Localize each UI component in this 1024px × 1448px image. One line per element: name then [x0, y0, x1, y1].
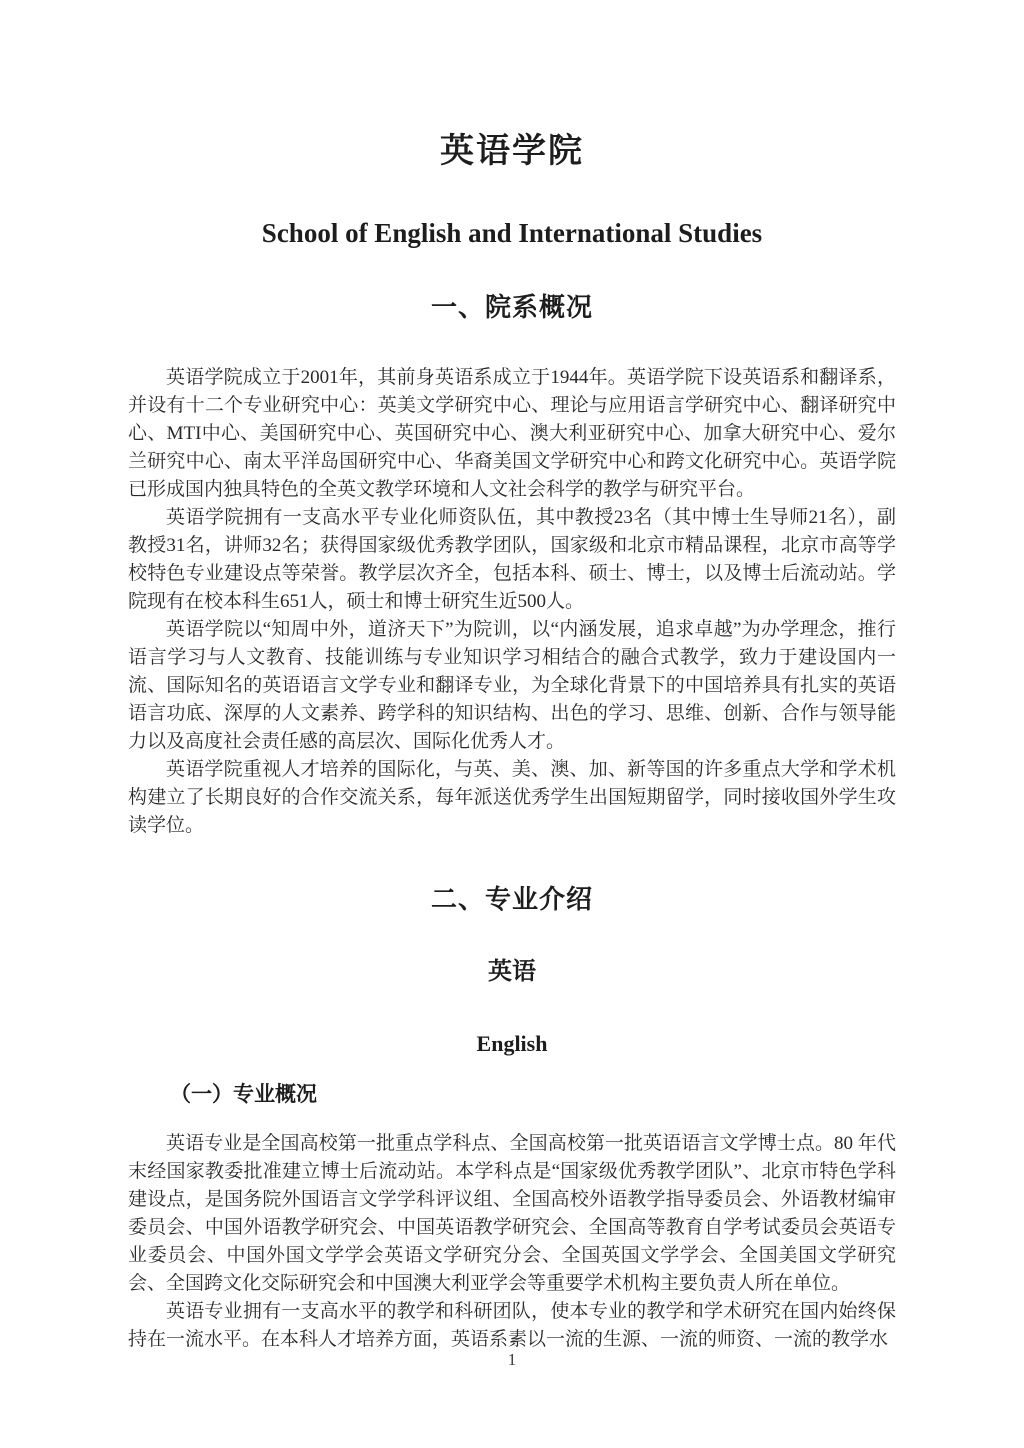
- page-number: 1: [507, 1350, 517, 1369]
- section-major-body: [128, 1130, 896, 1354]
- paragraph-internationalization: 英语学院重视人才培养的国际化，与英、美、澳、加、新等国的许多重点大学和学术机构建立了长期良好的合作交流关系，每年派送优秀学生出国短期留学，同时接收国外学生攻读学位。: [128, 759, 896, 836]
- section-heading-majors: 二、专业介绍: [430, 884, 593, 914]
- section-heading-overview: 一、院系概况: [430, 292, 593, 322]
- major-name-english: English: [476, 1031, 548, 1056]
- page-title-chinese: 英语学院: [440, 132, 584, 170]
- paragraph-major-team: 英语专业拥有一支高水平的教学和科研团队，使本专业的教学和学术研究在国内始终保持在一流水平。在本科人才培养方面，英语系素以一流的生源、一流的师资、一流的教学水: [128, 1301, 896, 1350]
- paragraph-history: 英语学院成立于2001年，其前身英语系成立于1944年。英语学院下设英语系和翻译系，并设有十二个专业研究中心：英美文学研究中心、理论与应用语言学研究中心、翻译研究中心、MTI中心、美国研究中心、英国研究中心、澳大利亚研究中心、加拿大研究中心、爱尔兰研究中心、南太平洋岛国研究中心、华裔美国文学研究中心和跨文化研究中心。英语学院已形成国内独具特色的全英文教学环境和人文社会科学的教学与研究平台。: [128, 367, 896, 500]
- page-title-english: School of English and International Studies: [261, 218, 763, 248]
- subsection-heading-major-overview: （一）专业概况: [170, 1083, 317, 1106]
- paragraph-faculty: 英语学院拥有一支高水平专业化师资队伍，其中教授23名（其中博士生导师21名），副教授31名，讲师32名；获得国家级优秀教学团队，国家级和北京市精品课程，北京市高等学校特色专业建设点等荣誉。教学层次齐全，包括本科、硕士、博士，以及博士后流动站。学院现有在校本科生651人，硕士和博士研究生近500人。: [128, 507, 896, 612]
- section-overview-body: [128, 364, 896, 840]
- major-name-chinese: 英语: [488, 958, 536, 985]
- paragraph-motto: 英语学院以“知周中外，道济天下”为院训，以“内涵发展，追求卓越”为办学理念，推行语言学习与人文教育、技能训练与专业知识学习相结合的融合式教学，致力于建设国内一流、国际知名的英语语言文学专业和翻译专业，为全球化背景下的中国培养具有扎实的英语语言功底、深厚的人文素养、跨学科的知识结构、出色的学习、思维、创新、合作与领导能力以及高度社会责任感的高层次、国际化优秀人才。: [128, 619, 896, 752]
- paragraph-major-status: 英语专业是全国高校第一批重点学科点、全国高校第一批英语语言文学博士点。80 年代末经国家教委批准建立博士后流动站。本学科点是“国家级优秀教学团队”、北京市特色学科建设点，是国务院外国语言文学学科评议组、全国高校外语教学指导委员会、外语教材编审委员会、中国外语教学研究会、中国英语教学研究会、全国高等教育自学考试委员会英语专业委员会、中国外国文学学会英语文学研究分会、全国英国文学学会、全国美国文学研究会、全国跨文化交际研究会和中国澳大利亚学会等重要学术机构主要负责人所在单位。: [128, 1133, 896, 1294]
